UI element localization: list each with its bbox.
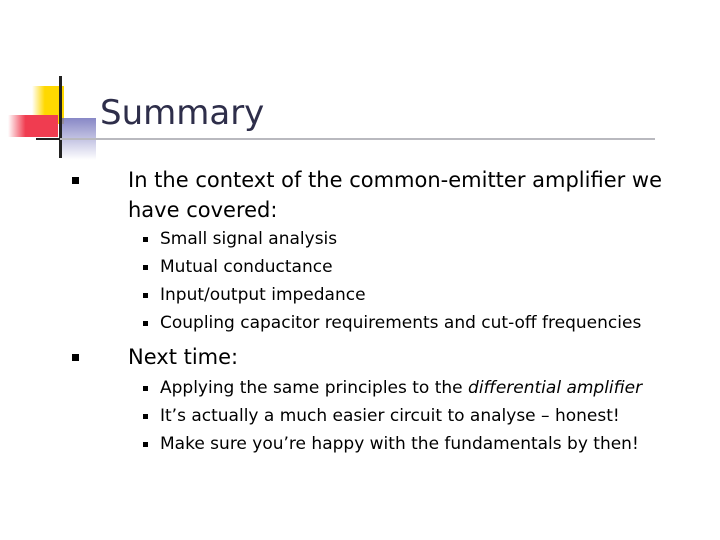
sub-bullet-text [160, 377, 642, 399]
sub-bullet-marker [143, 321, 148, 326]
sub-bullet-text: Coupling capacitor requirements and cut-off frequencies [160, 313, 642, 333]
sub-bullet-marker [143, 265, 148, 270]
sub-bullet-text-prefix: Applying the same principles to the [160, 378, 469, 398]
slide-title: Summary [100, 93, 265, 133]
bullet-marker [72, 177, 79, 184]
sub-bullet-text: Make sure you’re happy with the fundamentals by then! [160, 434, 639, 454]
sub-bullet-text: Mutual conductance [160, 257, 333, 277]
sub-bullet-marker [143, 237, 148, 242]
title-underline-rule [60, 138, 655, 140]
sub-bullet-text-emphasis: differential amplifier [468, 378, 643, 398]
sub-bullet-text: Small signal analysis [160, 229, 338, 249]
bullet-text-line: have covered: [128, 198, 278, 222]
bullet-marker [72, 354, 79, 361]
bullet-text-line: In the context of the common-emitter amplifier we [128, 168, 663, 192]
sub-bullet-marker [143, 386, 148, 391]
slide-logo-decoration [0, 0, 120, 170]
bullet-text-line: Next time: [128, 345, 239, 369]
sub-bullet-text: It’s actually a much easier circuit to analyse – honest! [160, 406, 620, 426]
sub-bullet-text: Input/output impedance [160, 285, 366, 305]
sub-bullet-marker [143, 293, 148, 298]
sub-bullet-marker [143, 414, 148, 419]
sub-bullet-marker [143, 442, 148, 447]
